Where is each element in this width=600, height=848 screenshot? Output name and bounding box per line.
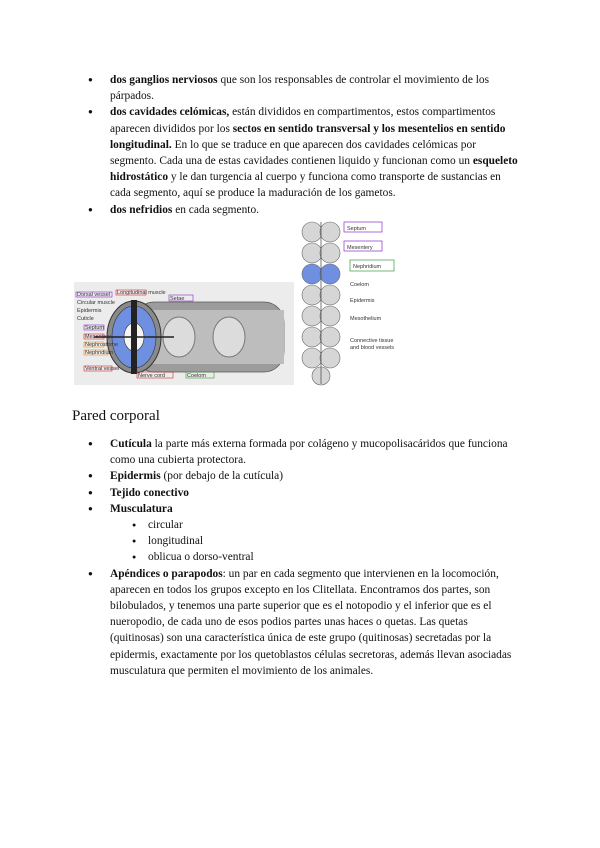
bottom-bullet-list — [88, 436, 518, 679]
item-text: En lo que se traduce en que aparecen dos cavidades celómicas por segmento. Cada una de estas cavidades contienen liquido y funcionan como un — [110, 138, 476, 168]
bold-term: dos cavidades celómicas, — [110, 106, 230, 119]
figure-label: Connective tissue and blood vessels — [350, 338, 395, 351]
list-item — [88, 436, 518, 468]
bold-term: Epidermis — [110, 470, 161, 483]
figure-label: Nerve cord — [138, 373, 165, 379]
figure-label: Circular muscle — [77, 300, 115, 306]
sub-list-item: ● oblicua o dorso-ventral — [132, 549, 518, 565]
list-item — [88, 566, 518, 679]
figure-label-wrap — [350, 338, 400, 360]
annelid-segments-figure — [298, 220, 400, 386]
bold-term: dos ganglios nerviosos — [110, 74, 218, 86]
figure-label: Coelom — [350, 282, 369, 288]
bold-term: esqueleto hidrostático — [110, 155, 518, 184]
figure-label: Mesothelium — [350, 316, 382, 322]
bold-term: dos nefridios — [110, 203, 173, 216]
list-item — [88, 501, 518, 566]
bold-term: Tejido conectivo — [110, 486, 189, 499]
figure-label: Nephrostome — [85, 342, 119, 348]
figure-label: Cuticle — [77, 316, 94, 322]
sub-list-item: ● longitudinal — [132, 533, 518, 549]
item-text: están divididos en compartimentos, estos compartimentos aparecen divididos por los — [110, 106, 496, 135]
item-text: que son los responsables de controlar el movimiento de los párpados. — [110, 74, 490, 103]
annelid-section-figure — [74, 282, 294, 385]
figure-label: Epidermis — [77, 308, 102, 314]
list-item — [88, 468, 518, 484]
figure-label: Dorsal vessel — [77, 292, 111, 298]
figure-label: Mesentery — [85, 334, 111, 340]
bold-term: Apéndices o parapodos — [110, 567, 223, 580]
bold-term: Cutícula — [110, 438, 152, 450]
sub-list — [110, 517, 518, 566]
bold-term: sectos en sentido transversal y los mesentelios en sentido longitudinal. — [110, 122, 506, 151]
list-item — [88, 202, 518, 218]
figure-label: Longitudinal muscle — [117, 290, 166, 296]
item-text: la parte más externa formada por colágeno y mucopolisacáridos que funciona como una cubierta protectora. — [110, 438, 508, 467]
figure-label: Nephridium — [85, 350, 114, 356]
item-text: y le dan turgencia al cuerpo y funciona como transporte de sustancias en cada segmento, aquí se produce la maduración de los gametos. — [110, 171, 501, 200]
figure-label: Setae — [170, 296, 185, 302]
list-item — [88, 104, 518, 201]
sub-list-item: ● circular — [132, 517, 518, 533]
figure-label: Nephridium — [353, 264, 382, 270]
section-heading: Pared corporal — [72, 408, 160, 424]
item-text: : un par en cada segmento que intervienen en la locomoción, aparecen en todos los grupos excepto en los Clitellata. Encontramos dos partes, son bilobulados, y tenemos una parte superior que es el notopodio y el inferior que es el nueropodio, de cada uno de esos podios partes unas haces o quetas. Las quetas (quitinosas) son una característica única de este grupo (quitinosas) secretadas por la epidermis, exactamente por los quetoblastos células secretoras, además llevan asociadas musculatura que permiten el movimiento de los animales. — [110, 567, 512, 677]
list-item — [88, 485, 518, 501]
item-text: en cada segmento. — [172, 203, 260, 216]
figure-label: Mesentery — [347, 245, 373, 251]
figure-label: Epidermis — [350, 298, 375, 304]
list-item — [88, 72, 518, 104]
figure-label: Ventral vessel — [85, 366, 120, 372]
top-bullet-list — [88, 72, 518, 218]
bold-term: Musculatura — [110, 502, 173, 515]
item-text: (por debajo de la cutícula) — [160, 470, 284, 483]
figure-label: Septum — [347, 226, 366, 232]
figure-label: Septum — [85, 325, 104, 331]
figure-label: Coelom — [187, 373, 206, 379]
